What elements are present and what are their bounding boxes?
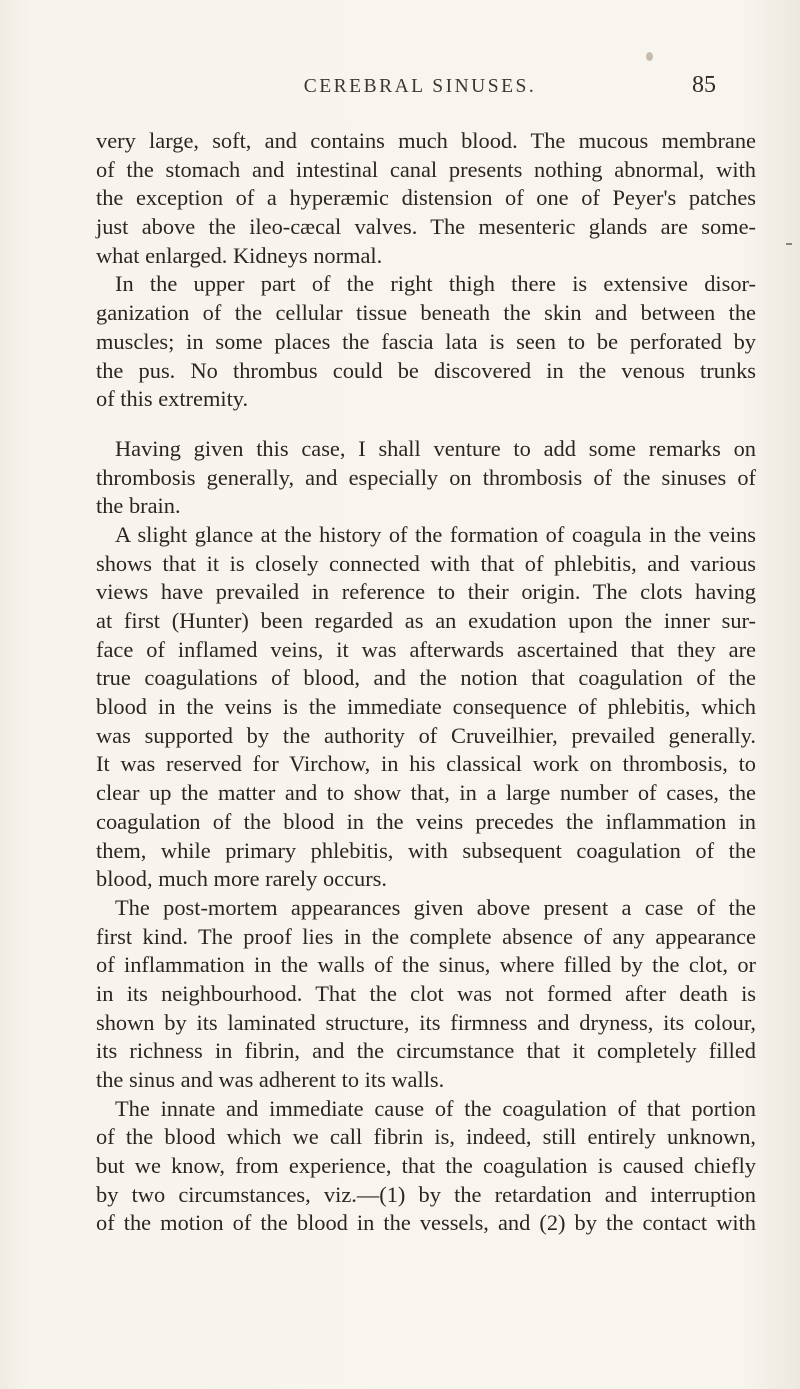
- text-line: of this extremity.: [96, 386, 249, 412]
- paragraph: [96, 521, 756, 894]
- text-line: the brain.: [96, 493, 181, 519]
- text-line: true coagulations of blood, and the notion that coagulation of the: [96, 665, 756, 691]
- text-line: in its neighbourhood. That the clot was not formed after death is: [96, 980, 756, 1006]
- text-line: of the stomach and intestinal canal presents nothing abnormal, with: [96, 156, 756, 182]
- text-line: Having given this case, I shall venture to add some remarks on: [115, 435, 756, 461]
- text-line: was supported by the authority of Cruveilhier, prevailed generally.: [96, 722, 756, 748]
- text-line: ganization of the cellular tissue beneath the skin and between the: [96, 300, 756, 326]
- text-line: just above the ileo-cæcal valves. The mesenteric glands are some-: [96, 214, 756, 240]
- running-head: CEREBRAL SINUSES.: [303, 76, 537, 97]
- text-line: them, while primary phlebitis, with subsequent coagulation of the: [96, 837, 756, 863]
- text-line: A slight glance at the history of the formation of coagula in the veins: [115, 521, 756, 547]
- text-line: by two circumstances, viz.—(1) by the retardation and interruption: [96, 1181, 756, 1207]
- text-line: first kind. The proof lies in the complete absence of any appearance: [96, 923, 756, 949]
- text-line: In the upper part of the right thigh there is extensive disor-: [115, 271, 756, 297]
- text-line: what enlarged. Kidneys normal.: [96, 242, 383, 268]
- text-line: but we know, from experience, that the coagulation is caused chiefly: [96, 1153, 756, 1179]
- text-line: The innate and immediate cause of the coagulation of that portion: [115, 1095, 756, 1121]
- text-line: face of inflamed veins, it was afterwards ascertained that they are: [96, 636, 756, 662]
- paragraph: [96, 1095, 756, 1238]
- text-line: views have prevailed in reference to their origin. The clots having: [96, 579, 756, 605]
- body-text: [96, 127, 756, 1238]
- paragraph: [96, 894, 756, 1095]
- ink-blot: [646, 52, 653, 61]
- text-line: the sinus and was adherent to its walls.: [96, 1067, 445, 1092]
- text-line: of inflammation in the walls of the sinus, where filled by the clot, or: [96, 952, 756, 978]
- page-number: 85: [692, 72, 716, 98]
- page-header: [0, 72, 800, 112]
- text-line: clear up the matter and to show that, in a large number of cases, the: [96, 780, 756, 806]
- section-gap: [96, 414, 756, 435]
- paragraph: [96, 270, 756, 413]
- text-line: the pus. No thrombus could be discovered in the venous trunks: [96, 357, 756, 383]
- text-line: It was reserved for Virchow, in his classical work on thrombosis, to: [96, 751, 756, 777]
- text-line: its richness in fibrin, and the circumstance that it completely filled: [96, 1038, 756, 1064]
- text-line: muscles; in some places the fascia lata is seen to be perforated by: [96, 328, 756, 354]
- text-line: shows that it is closely connected with that of phlebitis, and various: [96, 550, 756, 576]
- text-line: of the motion of the blood in the vessels, and (2) by the contact with: [96, 1210, 756, 1236]
- text-line: blood in the veins is the immediate consequence of phlebitis, which: [96, 694, 756, 720]
- margin-mark: [786, 243, 792, 245]
- text-line: of the blood which we call fibrin is, indeed, still entirely unknown,: [96, 1124, 756, 1150]
- text-line: blood, much more rarely occurs.: [96, 866, 387, 892]
- paragraph: [96, 435, 756, 521]
- text-line: shown by its laminated structure, its firmness and dryness, its colour,: [96, 1009, 756, 1035]
- text-line: at first (Hunter) been regarded as an exudation upon the inner sur-: [96, 608, 756, 633]
- paragraph: [96, 127, 756, 270]
- text-line: thrombosis generally, and especially on thrombosis of the sinuses of: [96, 464, 756, 490]
- text-line: the exception of a hyperæmic distension of one of Peyer's patches: [96, 185, 756, 211]
- text-line: The post-mortem appearances given above present a case of the: [115, 894, 756, 920]
- text-line: very large, soft, and contains much blood. The mucous membrane: [96, 128, 756, 153]
- text-line: coagulation of the blood in the veins precedes the inflammation in: [96, 808, 756, 834]
